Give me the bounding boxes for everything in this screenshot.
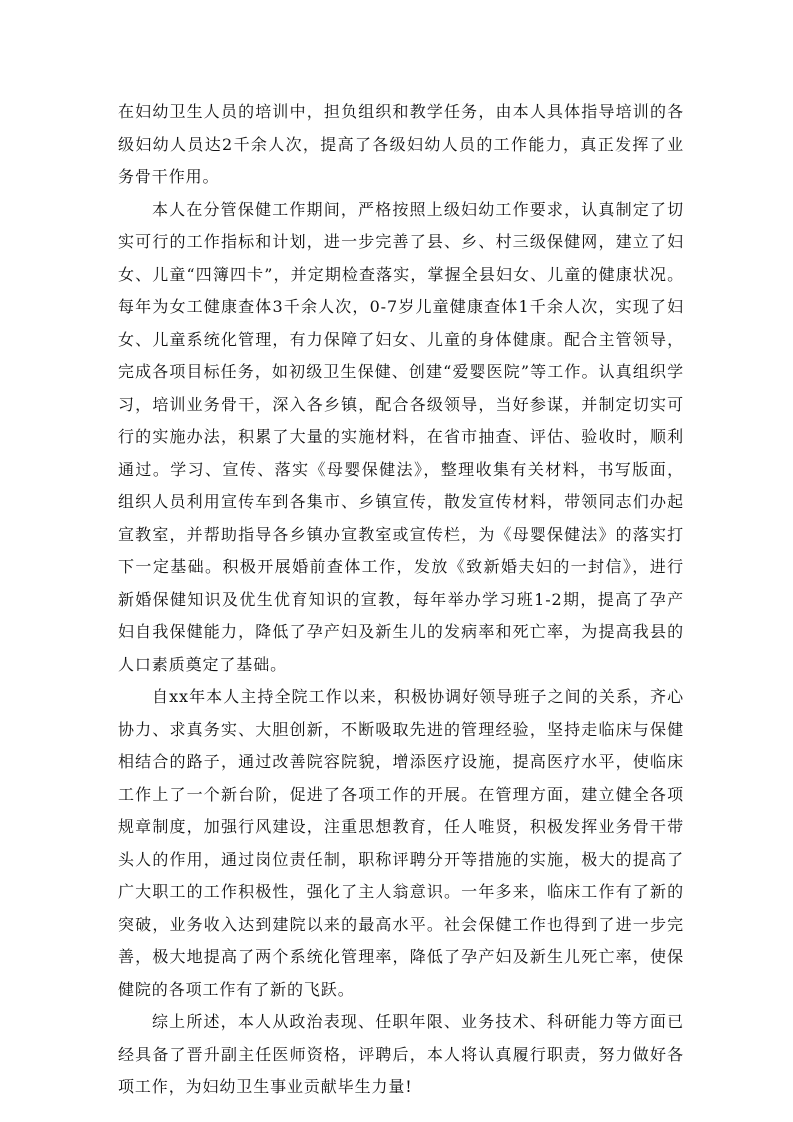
document-page (118, 96, 684, 1104)
paragraph-hospital-management: 自xx年本人主持全院工作以来，积极协调好领导班子之间的关系，齐心协力、求真务实、大胆创新，不断吸取先进的管理经验，坚持走临床与保健相结合的路子，通过改善院容院貌，增添医疗设施，提高医疗水平，使临床工作上了一个新台阶，促进了各项工作的开展。在管理方面，建立健全各项规章制度，加强行风建设，注重思想教育，任人唯贤，积极发挥业务骨干带头人的作用，通过岗位责任制，职称评聘分开等措施的实施，极大的提高了广大职工的工作积极性，强化了主人翁意识。一年多来，临床工作有了新的突破，业务收入达到建院以来的最高水平。社会保健工作也得到了进一步完善，极大地提高了两个系统化管理率，降低了孕产妇及新生儿死亡率，使保健院的各项工作有了新的飞跃。 (118, 687, 684, 999)
paragraph-health-care-work: 本人在分管保健工作期间，严格按照上级妇幼工作要求，认真制定了切实可行的工作指标和计划，进一步完善了县、乡、村三级保健网，建立了妇女、儿童“四簿四卡”，并定期检查落实，掌握全县妇女、儿童的健康状况。每年为女工健康查体3千余人次，0-7岁儿童健康查体1千余人次，实现了妇女、儿童系统化管理，有力保障了妇女、儿童的身体健康。配合主管领导，完成各项目标任务，如初级卫生保健、创建“爱婴医院”等工作。认真组织学习，培训业务骨干，深入各乡镇，配合各级领导，当好参谋，并制定切实可行的实施办法，积累了大量的实施材料，在省市抽查、评估、验收时，顺利通过。学习、宣传、落实《母婴保健法》，整理收集有关材料，书写版面，组织人员利用宣传车到各集市、乡镇宣传，散发宣传材料，带领同志们办起宣教室，并帮助指导各乡镇办宣教室或宣传栏，为《母婴保健法》的落实打下一定基础。积极开展婚前查体工作，发放《致新婚夫妇的一封信》，进行新婚保健知识及优生优育知识的宣教，每年举办学习班1-2期，提高了孕产妇自我保健能力，降低了孕产妇及新生儿的发病率和死亡率，为提高我县的人口素质奠定了基础。 (118, 199, 684, 674)
paragraph-conclusion: 综上所述，本人从政治表现、任职年限、业务技术、科研能力等方面已经具备了晋升副主任医师资格，评聘后，本人将认真履行职责，努力做好各项工作，为妇幼卫生事业贡献毕生力量! (118, 1012, 684, 1096)
paragraph-training: 在妇幼卫生人员的培训中，担负组织和教学任务，由本人具体指导培训的各级妇幼人员达2千余人次，提高了各级妇幼人员的工作能力，真正发挥了业务骨干作用。 (118, 102, 684, 186)
